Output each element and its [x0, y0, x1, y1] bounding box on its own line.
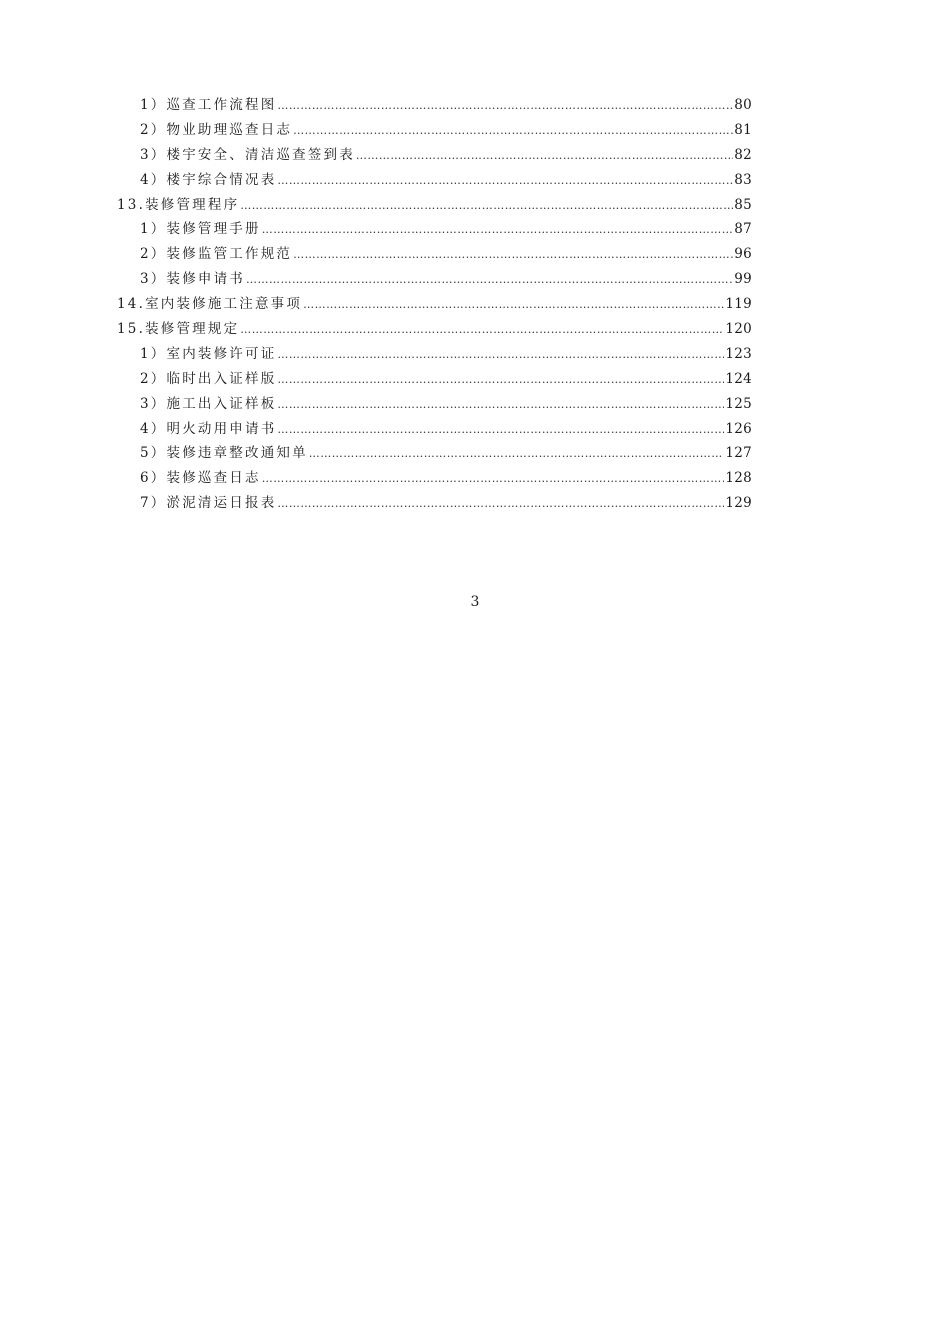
toc-leader-dots — [277, 368, 724, 393]
toc-section[interactable] — [0, 292, 950, 317]
toc-entry[interactable] — [0, 367, 950, 392]
toc-section-label: 14.室内装修施工注意事项 — [117, 292, 303, 317]
table-of-contents — [0, 93, 950, 516]
toc-entry-page: 99 — [733, 267, 752, 292]
toc-entry[interactable] — [0, 242, 950, 267]
toc-entry-label: 1）装修管理手册 — [140, 217, 262, 242]
toc-entry-label: 5）装修违章整改通知单 — [140, 441, 309, 466]
toc-leader-dots — [262, 218, 734, 243]
toc-entry-page: 81 — [733, 118, 752, 143]
toc-leader-dots — [240, 194, 733, 219]
toc-section-page: 85 — [733, 193, 752, 218]
toc-entry-page: 125 — [724, 392, 752, 417]
toc-leader-dots — [356, 144, 733, 169]
toc-entry-page: 123 — [724, 342, 752, 367]
toc-section[interactable] — [0, 317, 950, 342]
toc-entry[interactable] — [0, 267, 950, 292]
toc-section[interactable] — [0, 193, 950, 218]
toc-entry-label: 4）楼宇综合情况表 — [140, 168, 277, 193]
toc-entry[interactable] — [0, 342, 950, 367]
toc-leader-dots — [303, 293, 724, 318]
toc-entry-page: 80 — [733, 93, 752, 118]
toc-entry[interactable] — [0, 441, 950, 466]
toc-entry-page: 83 — [733, 168, 752, 193]
toc-entry-label: 2）物业助理巡查日志 — [140, 118, 293, 143]
toc-entry-page: 96 — [733, 242, 752, 267]
toc-leader-dots — [277, 393, 724, 418]
toc-entry[interactable] — [0, 417, 950, 442]
toc-entry-label: 2）临时出入证样版 — [140, 367, 277, 392]
toc-section-page: 119 — [724, 292, 752, 317]
toc-section-label: 15.装修管理规定 — [117, 317, 240, 342]
toc-entry[interactable] — [0, 168, 950, 193]
toc-entry[interactable] — [0, 392, 950, 417]
toc-leader-dots — [262, 467, 725, 492]
toc-entry-page: 87 — [733, 217, 752, 242]
toc-leader-dots — [277, 418, 724, 443]
toc-leader-dots — [309, 442, 725, 467]
toc-entry-label: 7）淤泥清运日报表 — [140, 491, 277, 516]
toc-entry-label: 4）明火动用申请书 — [140, 417, 277, 442]
toc-section-label: 13.装修管理程序 — [117, 193, 240, 218]
toc-entry-label: 3）楼宇安全、清洁巡查签到表 — [140, 143, 356, 168]
toc-leader-dots — [277, 343, 724, 368]
toc-entry-page: 127 — [724, 441, 752, 466]
toc-leader-dots — [246, 268, 733, 293]
toc-entry-page: 82 — [733, 143, 752, 168]
toc-leader-dots — [293, 243, 733, 268]
toc-entry-label: 2）装修监管工作规范 — [140, 242, 293, 267]
toc-entry[interactable] — [0, 143, 950, 168]
toc-entry[interactable] — [0, 217, 950, 242]
toc-entry[interactable] — [0, 491, 950, 516]
toc-entry[interactable] — [0, 118, 950, 143]
toc-leader-dots — [277, 94, 733, 119]
toc-entry-label: 6）装修巡查日志 — [140, 466, 262, 491]
toc-entry-page: 124 — [724, 367, 752, 392]
toc-leader-dots — [240, 318, 724, 343]
toc-leader-dots — [277, 492, 724, 517]
toc-section-page: 120 — [724, 317, 752, 342]
toc-entry-label: 1）巡查工作流程图 — [140, 93, 277, 118]
toc-entry[interactable] — [0, 93, 950, 118]
toc-entry-label: 1）室内装修许可证 — [140, 342, 277, 367]
page-number: 3 — [470, 594, 480, 610]
toc-entry-page: 128 — [724, 466, 752, 491]
toc-entry-label: 3）施工出入证样板 — [140, 392, 277, 417]
toc-entry-page: 126 — [724, 417, 752, 442]
toc-entry-page: 129 — [724, 491, 752, 516]
toc-entry-label: 3）装修申请书 — [140, 267, 246, 292]
toc-entry[interactable] — [0, 466, 950, 491]
toc-leader-dots — [277, 169, 733, 194]
toc-leader-dots — [293, 119, 733, 144]
